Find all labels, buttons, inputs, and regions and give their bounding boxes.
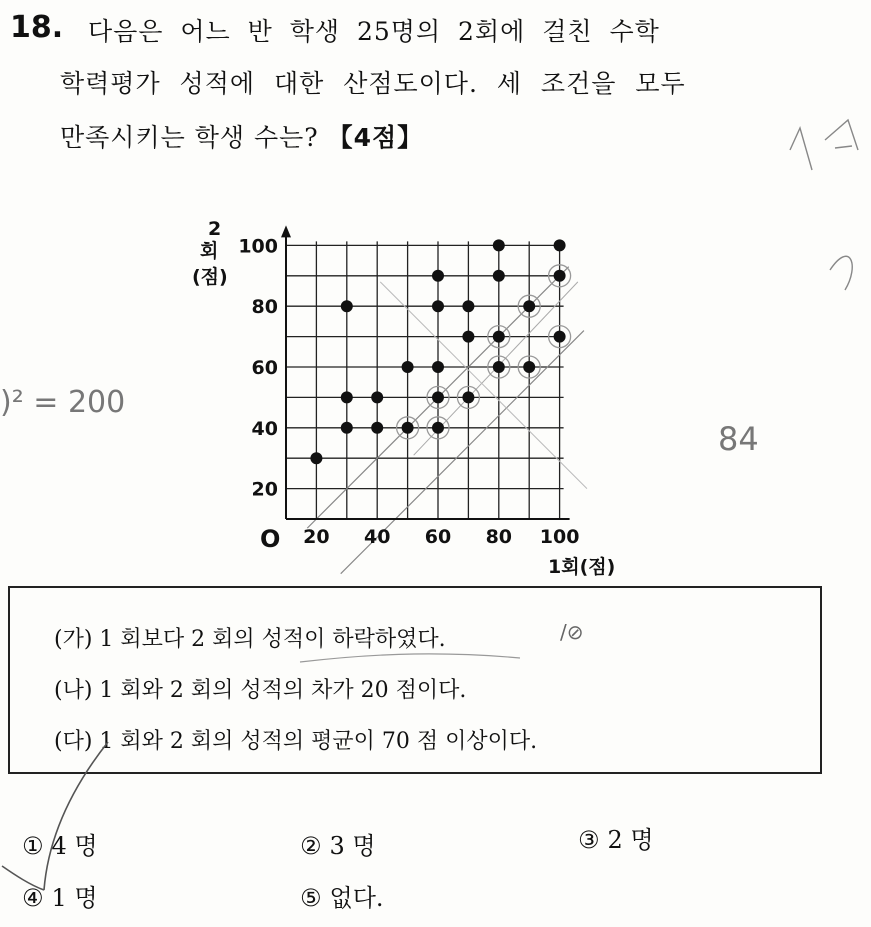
choice-3-label: 2 명 bbox=[607, 826, 654, 854]
scatter-point bbox=[371, 422, 383, 434]
handwritten-condition-note: /⊘ bbox=[560, 620, 584, 644]
choice-4[interactable] bbox=[22, 878, 98, 913]
choice-4-mark: ④ bbox=[22, 884, 44, 912]
scatter-point bbox=[523, 361, 535, 373]
scatter-point bbox=[432, 361, 444, 373]
scatter-plot bbox=[180, 195, 650, 585]
question-line-1: 다음은 어느 반 학생 25명의 2회에 걸친 수학 bbox=[88, 17, 660, 46]
choice-3-mark: ③ bbox=[578, 826, 600, 854]
x-tick-label: 40 bbox=[363, 526, 391, 548]
x-tick-label: 80 bbox=[485, 526, 513, 548]
x-tick-label: 60 bbox=[424, 526, 452, 548]
scatter-point bbox=[554, 239, 566, 251]
scatter-point bbox=[432, 422, 444, 434]
y-tick-label: 40 bbox=[251, 417, 278, 440]
choice-1[interactable] bbox=[22, 826, 98, 861]
choice-2-label: 3 명 bbox=[329, 832, 376, 860]
scatter-point bbox=[432, 391, 444, 403]
points-badge: 【4점】 bbox=[327, 123, 424, 152]
choice-2[interactable] bbox=[300, 826, 376, 861]
choice-1-label: 4 명 bbox=[51, 832, 98, 860]
scatter-point bbox=[493, 361, 505, 373]
handwritten-formula: )² = 200 bbox=[0, 385, 126, 420]
condition-da: (다) 1 회와 2 회의 성적의 평균이 70 점 이상이다. bbox=[54, 729, 538, 754]
scatter-point bbox=[462, 391, 474, 403]
y-tick-label: 80 bbox=[251, 296, 278, 319]
scatter-point bbox=[523, 300, 535, 312]
question-number: 18. bbox=[10, 10, 64, 45]
scatter-point bbox=[493, 270, 505, 282]
choice-5-mark: ⑤ bbox=[300, 884, 322, 912]
condition-na: (나) 1 회와 2 회의 성적의 차가 20 점이다. bbox=[54, 678, 467, 703]
pen-stroke-topright bbox=[790, 120, 858, 290]
condition-ga: (가) 1 회보다 2 회의 성적이 하락하였다. bbox=[54, 627, 446, 652]
scatter-point bbox=[493, 331, 505, 343]
scatter-point bbox=[402, 422, 414, 434]
scatter-point bbox=[371, 391, 383, 403]
y-tick-label: 100 bbox=[238, 235, 278, 258]
y-axis-label-line-1: 2 bbox=[208, 218, 222, 240]
conditions-box bbox=[8, 586, 822, 774]
scatter-point bbox=[462, 300, 474, 312]
choice-2-mark: ② bbox=[300, 832, 322, 860]
choice-1-mark: ① bbox=[22, 832, 44, 860]
choice-5[interactable] bbox=[300, 878, 384, 913]
scatter-point bbox=[341, 391, 353, 403]
x-tick-label: 100 bbox=[539, 526, 580, 548]
x-tick-label: 20 bbox=[303, 526, 330, 548]
origin-label: O bbox=[260, 525, 281, 553]
scatter-point bbox=[341, 300, 353, 312]
x-axis-label: 1회(점) bbox=[548, 556, 616, 578]
question-line-2: 학력평가 성적에 대한 산점도이다. 세 조건을 모두 bbox=[60, 69, 686, 98]
y-tick-label: 20 bbox=[251, 478, 278, 501]
y-axis-label-line-2: 회 bbox=[200, 240, 219, 262]
plot-grid bbox=[286, 241, 564, 519]
plot-ticks bbox=[238, 235, 579, 548]
scatter-point bbox=[493, 239, 505, 251]
scatter-point bbox=[341, 422, 353, 434]
question-line-3 bbox=[60, 118, 423, 154]
question-line-3-text: 만족시키는 학생 수는? bbox=[60, 123, 328, 152]
scatter-point bbox=[402, 361, 414, 373]
y-axis-label-line-3: (점) bbox=[192, 266, 228, 288]
scatter-point bbox=[554, 270, 566, 282]
scatter-point bbox=[462, 331, 474, 343]
y-tick-label: 60 bbox=[251, 357, 278, 379]
choice-3[interactable] bbox=[578, 820, 654, 855]
choice-4-label: 1 명 bbox=[51, 884, 98, 912]
scatter-point bbox=[554, 331, 566, 343]
choice-5-label: 없다. bbox=[329, 884, 384, 912]
scatter-point bbox=[310, 452, 322, 464]
scatter-point bbox=[432, 270, 444, 282]
handwritten-margin-note: 84 bbox=[718, 420, 759, 458]
y-axis-arrow bbox=[281, 225, 291, 237]
scatter-point bbox=[432, 300, 444, 312]
